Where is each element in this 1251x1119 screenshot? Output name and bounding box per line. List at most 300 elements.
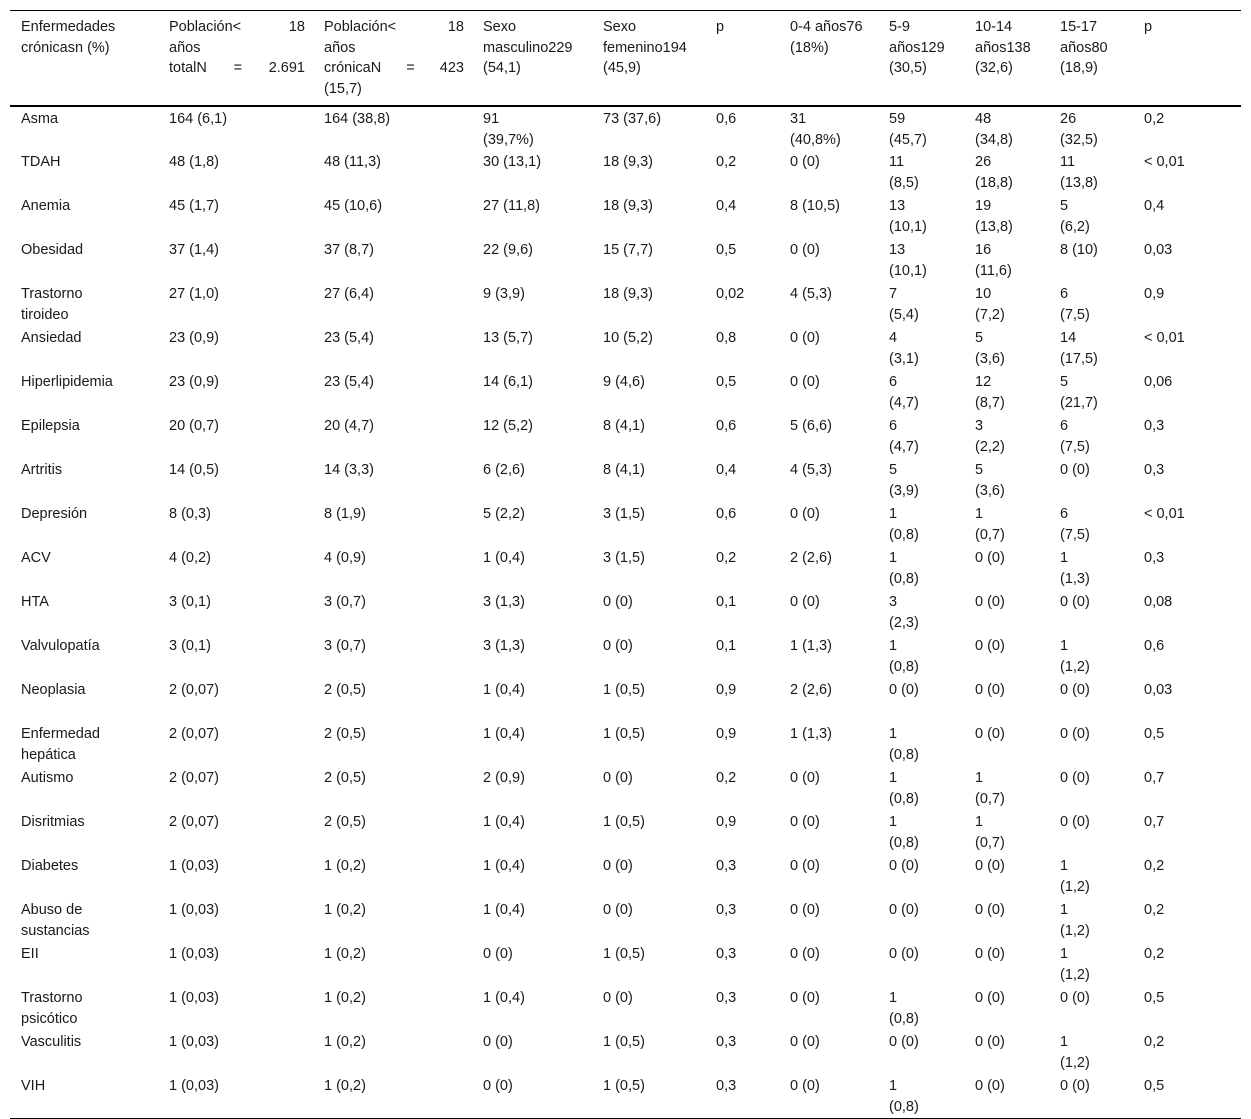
cell-p-age: 0,2 [1144, 858, 1165, 874]
cell-age-5-9: 1 (0,8) [889, 814, 919, 851]
cell-age-10-14: 10 (7,2) [975, 286, 1005, 323]
cell-age-5-9: 1 (0,8) [889, 506, 919, 543]
cell-total-population: 14 (0,5) [169, 462, 219, 478]
table-row [10, 370, 1241, 414]
cell-chronic-population: 2 (0,5) [324, 770, 366, 786]
table-row [10, 942, 1241, 986]
cell-p-sex: 0,6 [716, 418, 737, 434]
cell-age-0-4: 0 (0) [790, 1078, 820, 1094]
header-text: Población< [324, 19, 397, 35]
header-text: (15,7) [324, 80, 362, 97]
table-row [10, 282, 1241, 326]
cell-total-population: 1 (0,03) [169, 858, 219, 874]
cell-disease: ACV [21, 550, 51, 566]
cell-age-5-9: 1 (0,8) [889, 726, 919, 763]
header-text: 423 [439, 60, 464, 76]
cell-p-sex: 0,9 [716, 814, 737, 830]
cell-p-age: 0,2 [1144, 902, 1165, 918]
col-header-age-5-9: 5-9 años129 (30,5) [889, 19, 945, 76]
cell-disease: Obesidad [21, 242, 84, 258]
cell-age-5-9: 6 (4,7) [889, 374, 919, 411]
cell-p-sex: 0,3 [716, 946, 737, 962]
cell-age-0-4: 1 (1,3) [790, 726, 832, 742]
cell-age-15-17: 1 (1,2) [1060, 858, 1090, 895]
cell-age-5-9: 4 (3,1) [889, 330, 919, 367]
cell-age-10-14: 0 (0) [975, 550, 1005, 566]
cell-age-0-4: 2 (2,6) [790, 682, 832, 698]
cell-p-age: 0,3 [1144, 462, 1165, 478]
cell-p-sex: 0,9 [716, 726, 737, 742]
cell-p-sex: 0,3 [716, 902, 737, 918]
cell-total-population: 8 (0,3) [169, 506, 211, 522]
cell-chronic-population: 3 (0,7) [324, 594, 366, 610]
cell-age-0-4: 0 (0) [790, 1034, 820, 1050]
cell-female: 1 (0,5) [603, 726, 645, 742]
cell-age-0-4: 0 (0) [790, 814, 820, 830]
table-row [10, 502, 1241, 546]
table-row [10, 414, 1241, 458]
cell-chronic-population: 1 (0,2) [324, 1034, 366, 1050]
table-row [10, 766, 1241, 810]
cell-chronic-population: 164 (38,8) [324, 111, 391, 127]
cell-total-population: 3 (0,1) [169, 638, 211, 654]
cell-p-sex: 0,2 [716, 770, 737, 786]
cell-age-0-4: 0 (0) [790, 154, 820, 170]
cell-p-sex: 0,02 [716, 286, 745, 302]
cell-female: 10 (5,2) [603, 330, 653, 346]
cell-age-0-4: 0 (0) [790, 506, 820, 522]
cell-female: 18 (9,3) [603, 286, 653, 302]
cell-age-10-14: 0 (0) [975, 638, 1005, 654]
cell-age-15-17: 0 (0) [1060, 770, 1090, 786]
cell-disease: EII [21, 946, 39, 962]
cell-disease: Trastorno tiroideo [21, 286, 83, 323]
cell-age-5-9: 13 (10,1) [889, 198, 927, 235]
cell-age-0-4: 0 (0) [790, 594, 820, 610]
cell-p-sex: 0,3 [716, 858, 737, 874]
cell-age-10-14: 5 (3,6) [975, 462, 1005, 499]
cell-age-5-9: 5 (3,9) [889, 462, 919, 499]
cell-chronic-population: 1 (0,2) [324, 902, 366, 918]
cell-p-sex: 0,3 [716, 990, 737, 1006]
cell-age-5-9: 3 (2,3) [889, 594, 919, 631]
cell-chronic-population: 1 (0,2) [324, 1078, 366, 1094]
cell-age-5-9: 6 (4,7) [889, 418, 919, 455]
cell-p-sex: 0,2 [716, 550, 737, 566]
cell-age-10-14: 0 (0) [975, 682, 1005, 698]
cell-female: 0 (0) [603, 638, 633, 654]
cell-age-0-4: 2 (2,6) [790, 550, 832, 566]
cell-female: 0 (0) [603, 770, 633, 786]
cell-male: 13 (5,7) [483, 330, 533, 346]
cell-age-0-4: 0 (0) [790, 902, 820, 918]
cell-age-15-17: 6 (7,5) [1060, 286, 1090, 323]
cell-total-population: 1 (0,03) [169, 1078, 219, 1094]
cell-disease: Enfermedad hepática [21, 726, 100, 763]
cell-age-5-9: 1 (0,8) [889, 770, 919, 807]
cell-total-population: 164 (6,1) [169, 111, 228, 127]
cell-male: 3 (1,3) [483, 638, 525, 654]
header-text: 18 [447, 19, 464, 35]
cell-p-sex: 0,9 [716, 682, 737, 698]
cell-age-10-14: 3 (2,2) [975, 418, 1005, 455]
cell-age-10-14: 1 (0,7) [975, 770, 1005, 807]
cell-age-15-17: 0 (0) [1060, 462, 1090, 478]
cell-chronic-population: 23 (5,4) [324, 330, 374, 346]
cell-age-0-4: 0 (0) [790, 330, 820, 346]
cell-male: 30 (13,1) [483, 154, 542, 170]
col-header-p-age: p [1144, 19, 1153, 35]
cell-age-15-17: 0 (0) [1060, 594, 1090, 610]
col-header-age-10-14: 10-14 años138 (32,6) [975, 19, 1031, 76]
cell-age-5-9: 1 (0,8) [889, 550, 919, 587]
cell-female: 1 (0,5) [603, 682, 645, 698]
cell-male: 6 (2,6) [483, 462, 525, 478]
cell-p-sex: 0,2 [716, 154, 737, 170]
cell-age-5-9: 1 (0,8) [889, 1078, 919, 1115]
cell-female: 18 (9,3) [603, 198, 653, 214]
cell-disease: Autismo [21, 770, 74, 786]
cell-total-population: 1 (0,03) [169, 946, 219, 962]
cell-age-10-14: 1 (0,7) [975, 814, 1005, 851]
cell-disease: HTA [21, 594, 49, 610]
cell-male: 9 (3,9) [483, 286, 525, 302]
cell-male: 1 (0,4) [483, 550, 525, 566]
cell-age-15-17: 0 (0) [1060, 726, 1090, 742]
header-text: 2.691 [268, 60, 305, 76]
cell-age-0-4: 1 (1,3) [790, 638, 832, 654]
cell-p-sex: 0,1 [716, 638, 737, 654]
header-text: = [233, 60, 243, 76]
cell-p-sex: 0,3 [716, 1034, 737, 1050]
cell-total-population: 2 (0,07) [169, 726, 219, 742]
header-text: años [324, 39, 356, 56]
cell-chronic-population: 37 (8,7) [324, 242, 374, 258]
cell-female: 0 (0) [603, 594, 633, 610]
cell-disease: Diabetes [21, 858, 79, 874]
cell-chronic-population: 2 (0,5) [324, 726, 366, 742]
cell-male: 2 (0,9) [483, 770, 525, 786]
cell-male: 5 (2,2) [483, 506, 525, 522]
cell-p-age: 0,7 [1144, 770, 1165, 786]
cell-p-age: 0,5 [1144, 726, 1165, 742]
table-row [10, 1074, 1241, 1118]
col-header-chronic-population [313, 11, 472, 107]
cell-total-population: 45 (1,7) [169, 198, 219, 214]
cell-total-population: 48 (1,8) [169, 154, 219, 170]
cell-age-0-4: 0 (0) [790, 770, 820, 786]
cell-male: 1 (0,4) [483, 990, 525, 1006]
cell-age-5-9: 59 (45,7) [889, 111, 927, 148]
cell-age-15-17: 1 (1,3) [1060, 550, 1090, 587]
cell-age-10-14: 0 (0) [975, 1078, 1005, 1094]
cell-chronic-population: 8 (1,9) [324, 506, 366, 522]
cell-age-15-17: 26 (32,5) [1060, 111, 1098, 148]
cell-female: 0 (0) [603, 902, 633, 918]
cell-disease: VIH [21, 1078, 46, 1094]
header-text: crónicaN [324, 60, 382, 76]
cell-total-population: 4 (0,2) [169, 550, 211, 566]
cell-chronic-population: 4 (0,9) [324, 550, 366, 566]
cell-age-10-14: 26 (18,8) [975, 154, 1013, 191]
table-row [10, 854, 1241, 898]
cell-age-5-9: 0 (0) [889, 902, 919, 918]
cell-total-population: 2 (0,07) [169, 814, 219, 830]
cell-p-sex: 0,3 [716, 1078, 737, 1094]
cell-p-sex: 0,6 [716, 111, 737, 127]
cell-age-10-14: 0 (0) [975, 726, 1005, 742]
table-row [10, 898, 1241, 942]
cell-chronic-population: 1 (0,2) [324, 990, 366, 1006]
cell-female: 1 (0,5) [603, 1078, 645, 1094]
header-text: Población< [169, 19, 242, 35]
cell-male: 1 (0,4) [483, 814, 525, 830]
cell-chronic-population: 2 (0,5) [324, 682, 366, 698]
col-header-age-15-17: 15-17 años80 (18,9) [1060, 19, 1108, 76]
cell-age-10-14: 0 (0) [975, 990, 1005, 1006]
cell-age-5-9: 0 (0) [889, 946, 919, 962]
cell-p-sex: 0,5 [716, 374, 737, 390]
table-row [10, 106, 1241, 150]
cell-age-10-14: 0 (0) [975, 858, 1005, 874]
cell-p-age: 0,5 [1144, 1078, 1165, 1094]
col-header-disease: Enfermedades crónicasn (%) [21, 19, 116, 56]
cell-age-15-17: 1 (1,2) [1060, 946, 1090, 983]
cell-p-sex: 0,4 [716, 198, 737, 214]
cell-p-age: < 0,01 [1144, 154, 1185, 170]
cell-p-age: 0,3 [1144, 418, 1165, 434]
header-row [10, 11, 1241, 107]
cell-age-15-17: 6 (7,5) [1060, 418, 1090, 455]
cell-chronic-population: 1 (0,2) [324, 946, 366, 962]
cell-chronic-population: 23 (5,4) [324, 374, 374, 390]
cell-male: 14 (6,1) [483, 374, 533, 390]
cell-disease: Disritmias [21, 814, 85, 830]
cell-p-age: 0,7 [1144, 814, 1165, 830]
cell-male: 1 (0,4) [483, 902, 525, 918]
cell-disease: Asma [21, 111, 59, 127]
cell-age-10-14: 0 (0) [975, 946, 1005, 962]
cell-female: 8 (4,1) [603, 418, 645, 434]
cell-age-0-4: 0 (0) [790, 858, 820, 874]
cell-age-5-9: 7 (5,4) [889, 286, 919, 323]
cell-chronic-population: 3 (0,7) [324, 638, 366, 654]
cell-age-10-14: 1 (0,7) [975, 506, 1005, 543]
cell-age-0-4: 31 (40,8%) [790, 111, 841, 148]
cell-total-population: 37 (1,4) [169, 242, 219, 258]
header-text: 18 [288, 19, 305, 35]
cell-p-age: 0,9 [1144, 286, 1165, 302]
table-row [10, 634, 1241, 678]
cell-chronic-population: 1 (0,2) [324, 858, 366, 874]
cell-p-sex: 0,1 [716, 594, 737, 610]
cell-age-5-9: 1 (0,8) [889, 638, 919, 675]
table-row [10, 458, 1241, 502]
cell-age-0-4: 5 (6,6) [790, 418, 832, 434]
cell-female: 3 (1,5) [603, 506, 645, 522]
cell-disease: Trastorno psicótico [21, 990, 83, 1027]
cell-disease: Vasculitis [21, 1034, 82, 1050]
cell-p-sex: 0,4 [716, 462, 737, 478]
cell-female: 73 (37,6) [603, 111, 662, 127]
cell-p-sex: 0,8 [716, 330, 737, 346]
col-header-female: Sexo femenino194 (45,9) [603, 19, 687, 76]
cell-total-population: 20 (0,7) [169, 418, 219, 434]
header-text: totalN [169, 60, 207, 76]
cell-p-age: 0,5 [1144, 990, 1165, 1006]
cell-disease: Hiperlipidemia [21, 374, 113, 390]
cell-male: 91 (39,7%) [483, 111, 534, 148]
cell-total-population: 23 (0,9) [169, 374, 219, 390]
cell-chronic-population: 27 (6,4) [324, 286, 374, 302]
header-text: años [169, 39, 201, 56]
cell-chronic-population: 2 (0,5) [324, 814, 366, 830]
cell-age-5-9: 11 (8,5) [889, 154, 919, 191]
cell-p-age: 0,03 [1144, 242, 1173, 258]
cell-disease: Depresión [21, 506, 88, 522]
cell-total-population: 23 (0,9) [169, 330, 219, 346]
table-row [10, 986, 1241, 1030]
cell-female: 0 (0) [603, 990, 633, 1006]
cell-age-5-9: 0 (0) [889, 858, 919, 874]
cell-p-age: 0,4 [1144, 198, 1165, 214]
table-row [10, 722, 1241, 766]
cell-age-10-14: 0 (0) [975, 1034, 1005, 1050]
cell-age-15-17: 0 (0) [1060, 1078, 1090, 1094]
cell-age-15-17: 0 (0) [1060, 990, 1090, 1006]
table-row [10, 678, 1241, 722]
chronic-diseases-table [10, 10, 1241, 1119]
cell-age-10-14: 0 (0) [975, 902, 1005, 918]
cell-disease: Neoplasia [21, 682, 86, 698]
cell-age-5-9: 1 (0,8) [889, 990, 919, 1027]
cell-age-10-14: 0 (0) [975, 594, 1005, 610]
col-header-total-population [158, 11, 313, 107]
cell-total-population: 2 (0,07) [169, 682, 219, 698]
cell-male: 27 (11,8) [483, 198, 540, 214]
col-header-male: Sexo masculino229 (54,1) [483, 19, 573, 76]
cell-age-10-14: 19 (13,8) [975, 198, 1013, 235]
cell-chronic-population: 14 (3,3) [324, 462, 374, 478]
cell-disease: Valvulopatía [21, 638, 100, 654]
cell-total-population: 27 (1,0) [169, 286, 219, 302]
col-header-age-0-4: 0-4 años76 (18%) [790, 19, 863, 56]
cell-male: 0 (0) [483, 946, 513, 962]
cell-age-0-4: 0 (0) [790, 946, 820, 962]
table-wrapper [10, 10, 1241, 1119]
cell-age-15-17: 0 (0) [1060, 682, 1090, 698]
cell-age-5-9: 0 (0) [889, 682, 919, 698]
cell-p-age: 0,3 [1144, 550, 1165, 566]
cell-total-population: 1 (0,03) [169, 990, 219, 1006]
cell-chronic-population: 45 (10,6) [324, 198, 383, 214]
cell-age-15-17: 1 (1,2) [1060, 902, 1090, 939]
cell-disease: Artritis [21, 462, 63, 478]
cell-p-age: 0,08 [1144, 594, 1173, 610]
table-row [10, 590, 1241, 634]
cell-age-0-4: 0 (0) [790, 990, 820, 1006]
cell-male: 0 (0) [483, 1034, 513, 1050]
cell-p-age: 0,2 [1144, 1034, 1165, 1050]
cell-disease: TDAH [21, 154, 61, 170]
cell-p-age: < 0,01 [1144, 506, 1185, 522]
cell-male: 0 (0) [483, 1078, 513, 1094]
cell-age-10-14: 48 (34,8) [975, 111, 1013, 148]
cell-age-15-17: 14 (17,5) [1060, 330, 1098, 367]
cell-female: 1 (0,5) [603, 1034, 645, 1050]
cell-total-population: 3 (0,1) [169, 594, 211, 610]
cell-age-15-17: 6 (7,5) [1060, 506, 1090, 543]
cell-age-5-9: 13 (10,1) [889, 242, 927, 279]
cell-p-sex: 0,5 [716, 242, 737, 258]
cell-age-0-4: 0 (0) [790, 242, 820, 258]
cell-p-age: 0,2 [1144, 946, 1165, 962]
cell-age-15-17: 5 (21,7) [1060, 374, 1098, 411]
cell-male: 3 (1,3) [483, 594, 525, 610]
cell-age-15-17: 11 (13,8) [1060, 154, 1098, 191]
cell-p-age: 0,6 [1144, 638, 1165, 654]
cell-age-0-4: 8 (10,5) [790, 198, 840, 214]
cell-total-population: 1 (0,03) [169, 1034, 219, 1050]
cell-age-10-14: 12 (8,7) [975, 374, 1005, 411]
table-row [10, 326, 1241, 370]
cell-age-15-17: 1 (1,2) [1060, 638, 1090, 675]
cell-age-5-9: 0 (0) [889, 1034, 919, 1050]
cell-age-0-4: 0 (0) [790, 374, 820, 390]
cell-age-15-17: 5 (6,2) [1060, 198, 1090, 235]
cell-disease: Ansiedad [21, 330, 82, 346]
cell-chronic-population: 48 (11,3) [324, 154, 381, 170]
cell-age-0-4: 4 (5,3) [790, 462, 832, 478]
cell-age-15-17: 1 (1,2) [1060, 1034, 1090, 1071]
cell-p-age: 0,03 [1144, 682, 1173, 698]
cell-disease: Anemia [21, 198, 71, 214]
cell-female: 0 (0) [603, 858, 633, 874]
table-row [10, 1030, 1241, 1074]
cell-p-sex: 0,6 [716, 506, 737, 522]
cell-age-0-4: 4 (5,3) [790, 286, 832, 302]
cell-male: 22 (9,6) [483, 242, 533, 258]
cell-p-age: 0,06 [1144, 374, 1173, 390]
table-body [10, 106, 1241, 1118]
cell-male: 12 (5,2) [483, 418, 533, 434]
table-row [10, 238, 1241, 282]
cell-female: 15 (7,7) [603, 242, 653, 258]
table-row [10, 194, 1241, 238]
cell-female: 1 (0,5) [603, 946, 645, 962]
cell-age-15-17: 0 (0) [1060, 814, 1090, 830]
cell-p-age: < 0,01 [1144, 330, 1185, 346]
cell-female: 8 (4,1) [603, 462, 645, 478]
cell-female: 3 (1,5) [603, 550, 645, 566]
col-header-p-sex: p [716, 19, 725, 35]
cell-female: 9 (4,6) [603, 374, 645, 390]
cell-total-population: 1 (0,03) [169, 902, 219, 918]
cell-chronic-population: 20 (4,7) [324, 418, 374, 434]
table-row [10, 546, 1241, 590]
cell-male: 1 (0,4) [483, 726, 525, 742]
cell-male: 1 (0,4) [483, 682, 525, 698]
cell-total-population: 2 (0,07) [169, 770, 219, 786]
cell-age-15-17: 8 (10) [1060, 242, 1098, 258]
cell-disease: Abuso de sustancias [21, 902, 90, 939]
cell-female: 18 (9,3) [603, 154, 653, 170]
cell-disease: Epilepsia [21, 418, 80, 434]
cell-age-10-14: 5 (3,6) [975, 330, 1005, 367]
cell-p-age: 0,2 [1144, 111, 1165, 127]
cell-male: 1 (0,4) [483, 858, 525, 874]
cell-female: 1 (0,5) [603, 814, 645, 830]
